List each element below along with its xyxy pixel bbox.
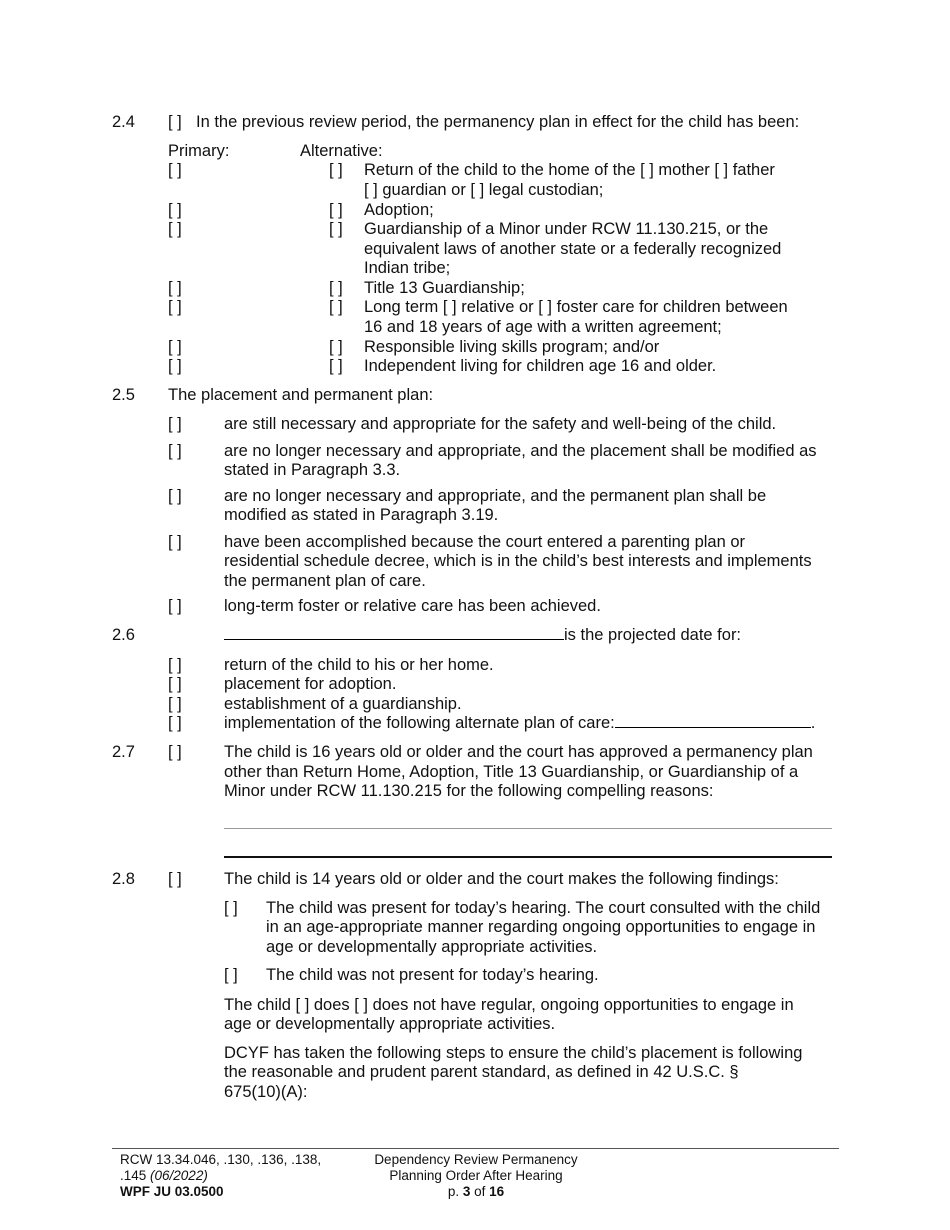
item-text: placement for adoption. — [224, 675, 397, 693]
item-text: residential schedule decree, which is in the child’s best interests and implements — [224, 552, 812, 570]
item-text: implementation of the following alternate plan of care: — [224, 714, 615, 732]
checkbox[interactable]: [ ] — [224, 966, 238, 984]
checkbox[interactable]: [ ] — [329, 298, 343, 316]
option-text: Independent living for children age 16 and older. — [364, 357, 717, 375]
item-text: Minor under RCW 11.130.215 for the following compelling reasons: — [224, 782, 714, 800]
checkbox[interactable]: [ ] — [329, 338, 343, 356]
checkbox[interactable]: [ ] — [168, 279, 182, 297]
item-text: stated in Paragraph 3.3. — [224, 461, 401, 479]
sub-item-text: The child was present for today’s hearing. The court consulted with the child — [266, 899, 821, 917]
paragraph-text: The child [ ] does [ ] does not have regular, ongoing opportunities to engage in — [224, 996, 794, 1014]
paragraph-text: 675(10)(A): — [224, 1083, 308, 1101]
checkbox[interactable]: [ ] — [168, 675, 182, 693]
option-text: Long term [ ] relative or [ ] foster care for children between — [364, 298, 788, 316]
item-text: establishment of a guardianship. — [224, 695, 462, 713]
compelling-reasons-line-2[interactable] — [224, 856, 832, 858]
paragraph-text: age or developmentally appropriate activities. — [224, 1015, 556, 1033]
item-text: return of the child to his or her home. — [224, 656, 494, 674]
footer-title: Dependency Review Permanency — [374, 1152, 578, 1167]
checkbox[interactable]: [ ] — [168, 442, 182, 460]
item-text: the permanent plan of care. — [224, 572, 426, 590]
checkbox[interactable]: [ ] — [168, 597, 182, 615]
footer-page-number: p. 3 of 16 — [447, 1184, 505, 1199]
sub-item-text: in an age-appropriate manner regarding ongoing opportunities to engage in — [266, 918, 816, 936]
checkbox[interactable]: [ ] — [168, 113, 182, 131]
item-text: have been accomplished because the court entered a parenting plan or — [224, 533, 746, 551]
option-text: Indian tribe; — [364, 259, 451, 277]
alternate-plan-line — [224, 713, 815, 733]
section-number: 2.8 — [112, 870, 135, 888]
paragraph-text: the reasonable and prudent parent standard, as defined in 42 U.S.C. § — [224, 1063, 739, 1081]
footer-form-id: WPF JU 03.0500 — [120, 1184, 224, 1199]
section-text: The placement and permanent plan: — [168, 386, 434, 404]
period: . — [810, 714, 816, 732]
section-text: In the previous review period, the permanency plan in effect for the child has been: — [196, 113, 800, 131]
option-text: Adoption; — [364, 201, 434, 219]
checkbox[interactable]: [ ] — [168, 338, 182, 356]
checkbox[interactable]: [ ] — [168, 161, 182, 179]
projected-date-field[interactable] — [224, 625, 564, 640]
checkbox[interactable]: [ ] — [224, 899, 238, 917]
checkbox[interactable]: [ ] — [168, 743, 182, 761]
item-text: are still necessary and appropriate for the safety and well-being of the child. — [224, 415, 777, 433]
checkbox[interactable]: [ ] — [329, 357, 343, 375]
item-text: are no longer necessary and appropriate, and the placement shall be modified as — [224, 442, 817, 460]
checkbox[interactable]: [ ] — [168, 533, 182, 551]
checkbox[interactable]: [ ] — [329, 220, 343, 238]
option-text: [ ] guardian or [ ] legal custodian; — [364, 181, 604, 199]
item-text: are no longer necessary and appropriate, and the permanent plan shall be — [224, 487, 767, 505]
section-number: 2.6 — [112, 626, 135, 644]
checkbox[interactable]: [ ] — [168, 695, 182, 713]
item-text: The child is 16 years old or older and the court has approved a permanency plan — [224, 743, 813, 761]
checkbox[interactable]: [ ] — [168, 357, 182, 375]
checkbox[interactable]: [ ] — [329, 279, 343, 297]
section-number: 2.5 — [112, 386, 135, 404]
section-number: 2.7 — [112, 743, 135, 761]
footer-rule — [112, 1148, 839, 1149]
section-number: 2.4 — [112, 113, 135, 131]
item-text: other than Return Home, Adoption, Title 13 Guardianship, or Guardianship of a — [224, 763, 799, 781]
option-text: equivalent laws of another state or a federally recognized — [364, 240, 782, 258]
item-text: long-term foster or relative care has been achieved. — [224, 597, 601, 615]
sub-item-text: The child was not present for today’s hearing. — [266, 966, 599, 984]
checkbox[interactable]: [ ] — [168, 487, 182, 505]
checkbox[interactable]: [ ] — [168, 220, 182, 238]
footer-citation-date: .145 (06/2022) — [120, 1168, 208, 1183]
footer-title: Planning Order After Hearing — [389, 1168, 563, 1183]
checkbox[interactable]: [ ] — [168, 201, 182, 219]
checkbox[interactable]: [ ] — [168, 714, 182, 732]
option-text: Title 13 Guardianship; — [364, 279, 525, 297]
compelling-reasons-line-1[interactable] — [224, 828, 832, 829]
option-text: Return of the child to the home of the [ ] mother [ ] father — [364, 161, 775, 179]
projected-date-line — [224, 625, 741, 645]
checkbox[interactable]: [ ] — [168, 870, 182, 888]
option-text: 16 and 18 years of age with a written agreement; — [364, 318, 722, 336]
primary-label: Primary: — [168, 142, 230, 160]
footer-citation: RCW 13.34.046, .130, .136, .138, — [120, 1152, 322, 1167]
checkbox[interactable]: [ ] — [168, 656, 182, 674]
item-text: modified as stated in Paragraph 3.19. — [224, 506, 499, 524]
checkbox[interactable]: [ ] — [168, 415, 182, 433]
sub-item-text: age or developmentally appropriate activities. — [266, 938, 598, 956]
checkbox[interactable]: [ ] — [329, 161, 343, 179]
alternate-plan-field[interactable] — [615, 713, 811, 728]
option-text: Responsible living skills program; and/or — [364, 338, 660, 356]
option-text: Guardianship of a Minor under RCW 11.130.215, or the — [364, 220, 769, 238]
item-text: The child is 14 years old or older and the court makes the following findings: — [224, 870, 779, 888]
paragraph-text: DCYF has taken the following steps to ensure the child’s placement is following — [224, 1044, 803, 1062]
checkbox[interactable]: [ ] — [168, 298, 182, 316]
alternative-label: Alternative: — [300, 142, 383, 160]
checkbox[interactable]: [ ] — [329, 201, 343, 219]
projected-date-text: is the projected date for: — [564, 626, 742, 644]
